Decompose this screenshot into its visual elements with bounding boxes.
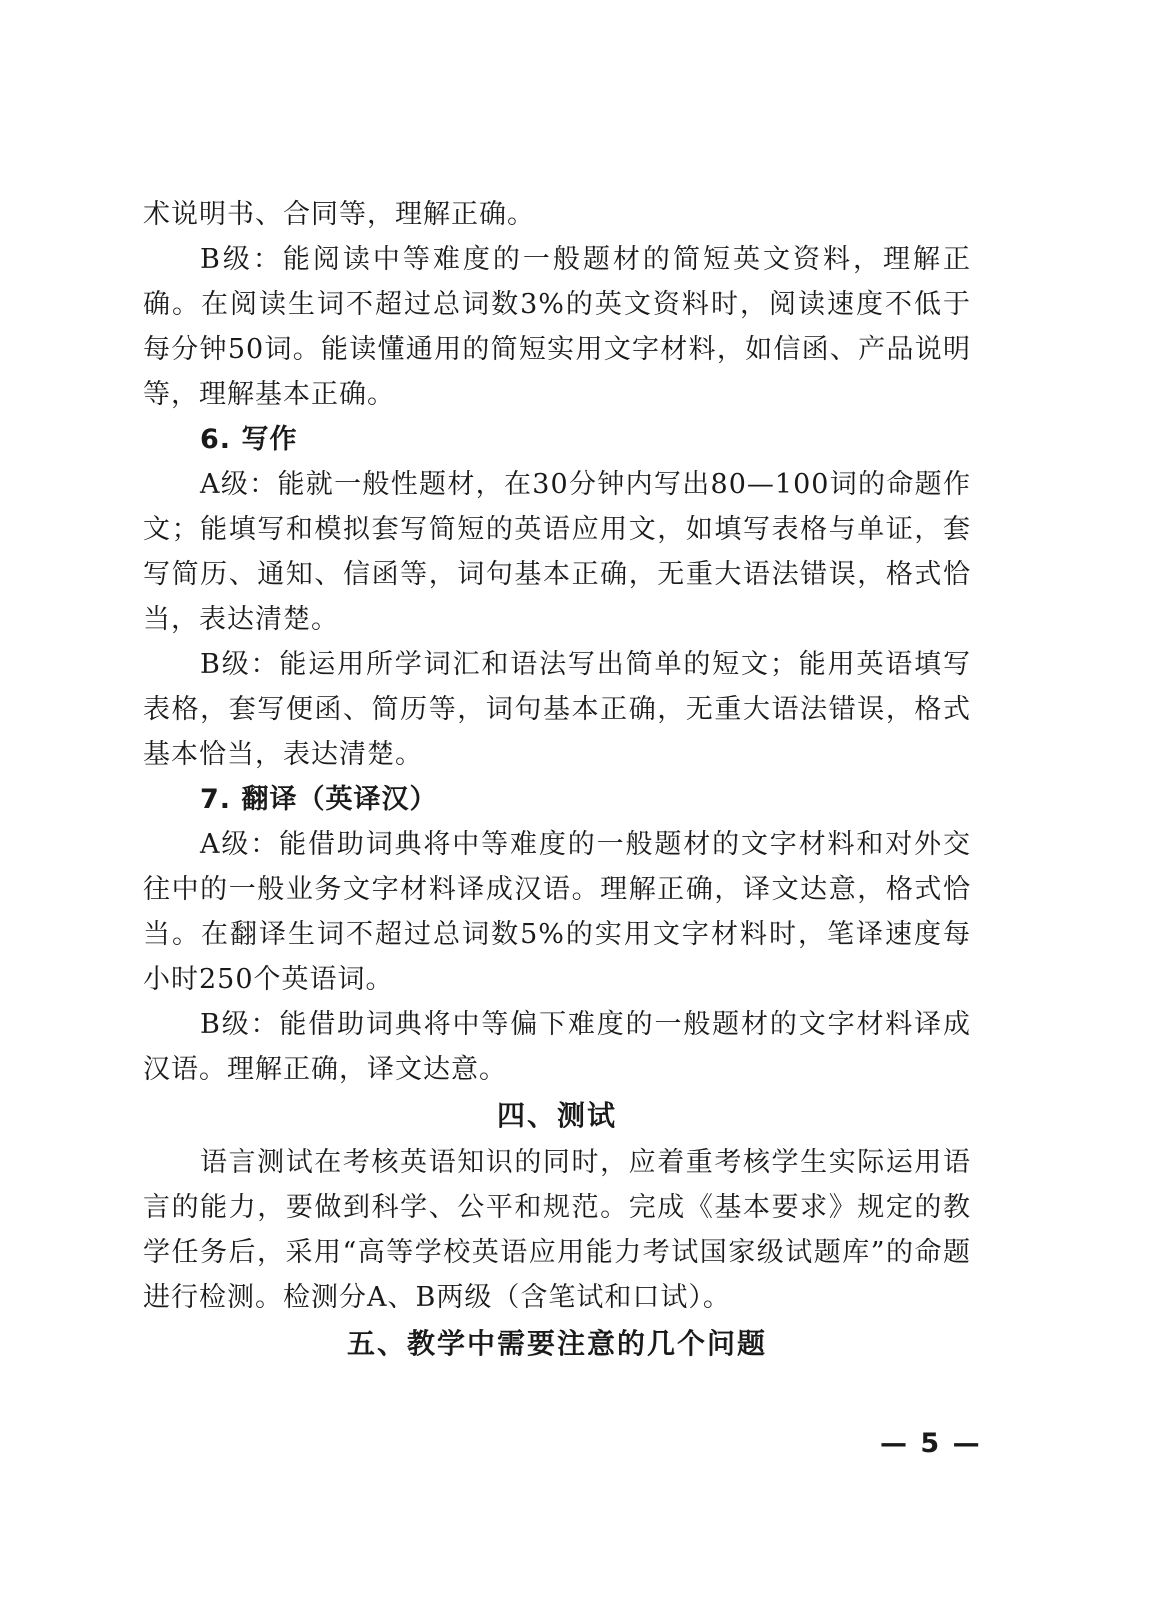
testing-heading: 四、测试: [496, 1099, 617, 1132]
translation-level-b: B级：能借助词典将中等偏下难度的一般题材的文字材料译成汉语。理解正确，译文达意。: [143, 1009, 971, 1085]
writing-level-b: B级：能运用所学词汇和语法写出简单的短文；能用英语填写表格，套写便函、简历等，词句基本正确，无重大语法错误，格式基本恰当，表达清楚。: [143, 649, 971, 770]
reading-level-b: B级：能阅读中等难度的一般题材的简短英文资料，理解正确。在阅读生词不超过总词数3%的英文资料时，阅读速度不低于每分钟50词。能读懂通用的简短实用文字材料，如信函、产品说明等，理解基本正确。: [143, 244, 971, 410]
reading-continuation: 术说明书、合同等，理解正确。: [143, 199, 535, 230]
page-content: [143, 192, 971, 1368]
testing-body: 语言测试在考核英语知识的同时，应着重考核学生实际运用语言的能力，要做到科学、公平和规范。完成《基本要求》规定的教学任务后，采用“高等学校英语应用能力考试国家级试题库”的命题进行检测。检测分A、B两级（含笔试和口试）。: [143, 1147, 971, 1313]
translation-heading: 7. 翻译（英译汉）: [200, 784, 438, 815]
writing-level-a: A级：能就一般性题材，在30分钟内写出80—100词的命题作文；能填写和模拟套写简短的英语应用文，如填写表格与单证，套写简历、通知、信函等，词句基本正确，无重大语法错误，格式恰当，表达清楚。: [143, 469, 971, 635]
writing-heading: 6. 写作: [200, 424, 298, 455]
translation-level-a: A级：能借助词典将中等难度的一般题材的文字材料和对外交往中的一般业务文字材料译成汉语。理解正确，译文达意，格式恰当。在翻译生词不超过总词数5%的实用文字材料时，笔译速度每小时250个英语词。: [143, 829, 971, 995]
next-section-heading: 五、教学中需要注意的几个问题: [346, 1327, 767, 1360]
page-number: — 5 —: [880, 1428, 982, 1459]
